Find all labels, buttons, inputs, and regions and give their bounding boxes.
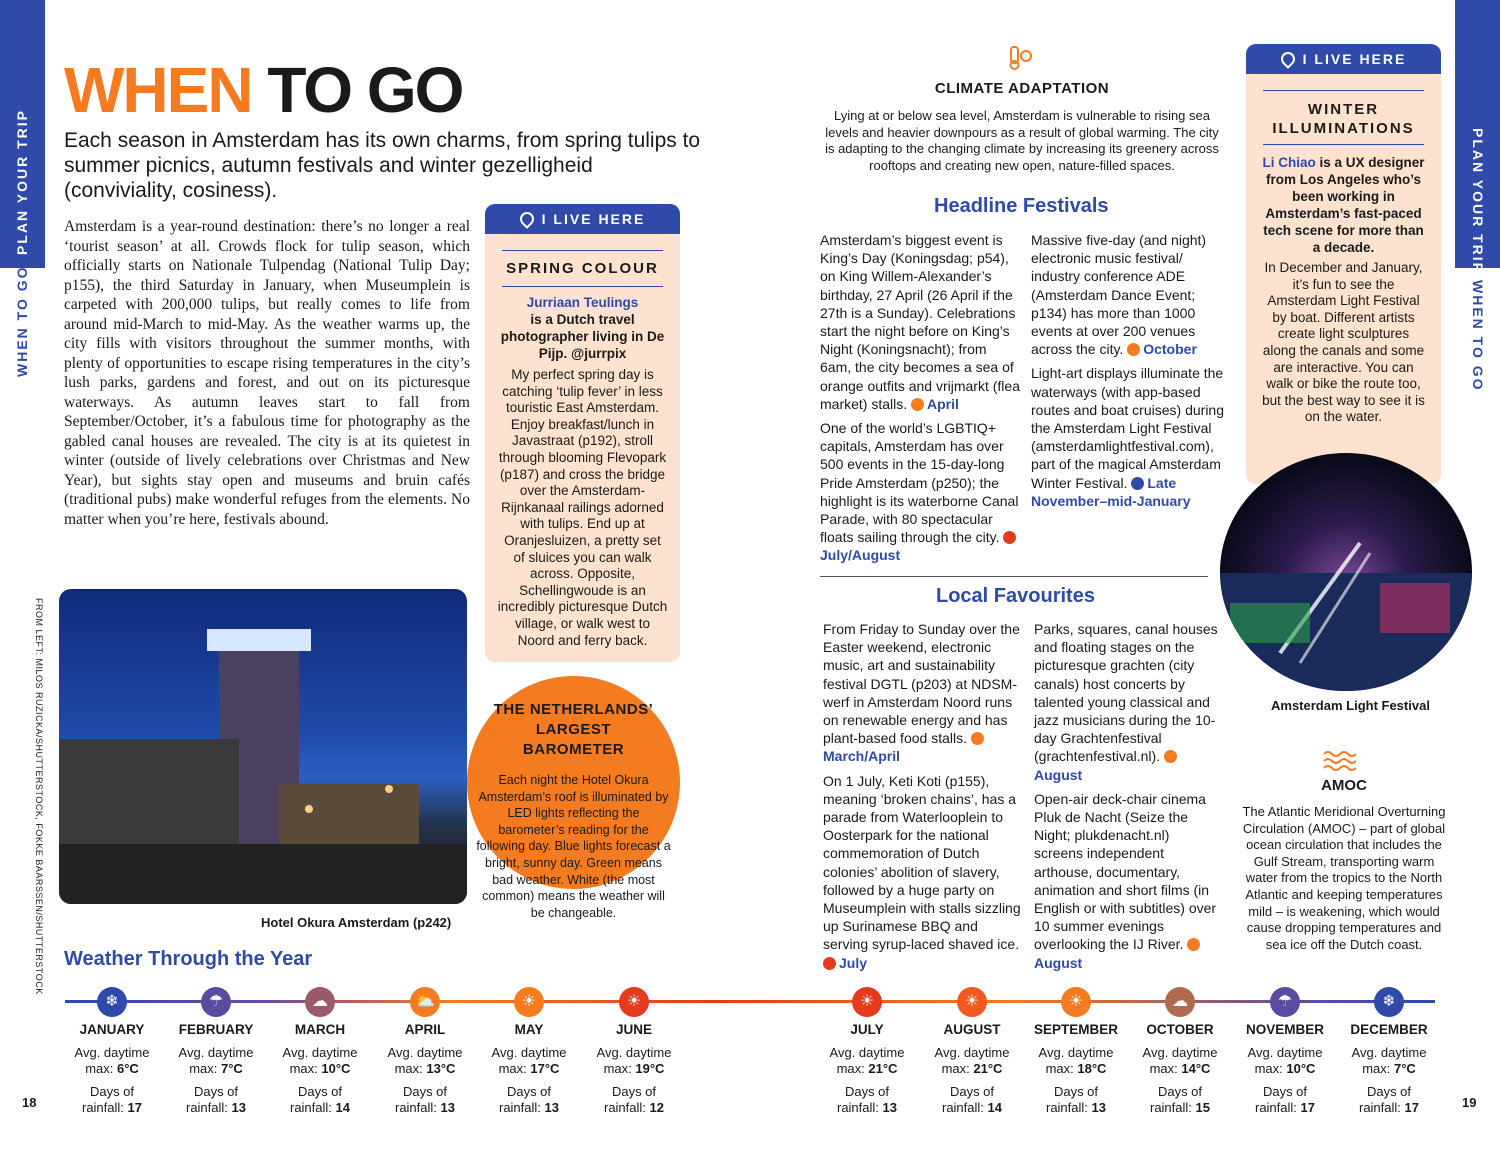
spring-card-header bbox=[485, 204, 680, 234]
month-name: MAY bbox=[514, 1022, 544, 1037]
kings-day-month: April bbox=[927, 395, 959, 412]
winter-illuminations-card bbox=[1246, 44, 1441, 484]
sun-cloud-icon: ⛅ bbox=[410, 987, 440, 1017]
month-temperature: Avg. daytime max: 18°C bbox=[1038, 1045, 1114, 1076]
month-temperature: Avg. daytime max: 6°C bbox=[74, 1045, 150, 1076]
month-name: FEBRUARY bbox=[178, 1022, 254, 1037]
month-temperature: Avg. daytime max: 14°C bbox=[1142, 1045, 1218, 1076]
dgtl-text: From Friday to Sunday over the Easter weekend, electronic music, art and sustainability festival DGTL (p203) at NDSM-werf in Amsterdam Noord runs on renewable energy and has plant-based food stalls. bbox=[823, 621, 1020, 747]
barometer-title: THE NETHERLANDS’ LARGEST BAROMETER bbox=[493, 701, 654, 758]
sun-icon: ☀ bbox=[852, 987, 882, 1017]
spring-card-title: SPRING COLOUR bbox=[506, 260, 659, 277]
month-rainfall: Days of rainfall: 14 bbox=[289, 1084, 350, 1115]
section-divider bbox=[820, 576, 1208, 577]
grachtenfestival-month: August bbox=[1034, 766, 1083, 783]
cloud-sun-icon: ☁ bbox=[305, 987, 335, 1017]
winter-card-rule bbox=[1263, 90, 1424, 91]
dgtl-item bbox=[823, 620, 1021, 766]
lead-paragraph: Each season in Amsterdam has its own charms, from spring tulips to summer picnics, autumn festivals and winter gezelligheid (conviviality, cosiness). bbox=[64, 129, 701, 202]
month-rainfall: Days of rainfall: 14 bbox=[941, 1084, 1002, 1115]
month-name: DECEMBER bbox=[1350, 1022, 1428, 1037]
page-number-right: 19 bbox=[1462, 1095, 1477, 1110]
pride-item bbox=[820, 419, 1020, 565]
local-col-right bbox=[1034, 620, 1218, 978]
waves-icon bbox=[1322, 749, 1356, 773]
sun-icon bbox=[1187, 938, 1200, 951]
month-rainfall: Days of rainfall: 17 bbox=[81, 1084, 142, 1115]
cloud-sun-icon: ☁ bbox=[1165, 987, 1195, 1017]
snowflake-icon bbox=[1131, 477, 1144, 490]
keti-koti-item bbox=[823, 772, 1021, 972]
page-title bbox=[64, 54, 463, 126]
climate-text: Lying at or below sea level, Amsterdam is vulnerable to rising sea levels and heavier downpours as a result of global warming. The city is adapting to the changing climate by increasing its greenery across rooftops and creating new open, nature-filled spaces. bbox=[825, 108, 1219, 173]
light-festival-month: Late November–mid-January bbox=[1031, 474, 1191, 509]
month-temperature: Avg. daytime max: 13°C bbox=[387, 1045, 463, 1076]
map-pin-icon bbox=[517, 209, 537, 229]
winter-card-title: WINTER ILLUMINATIONS bbox=[1272, 101, 1415, 137]
barometer-callout bbox=[467, 676, 680, 920]
weather-timeline-left bbox=[65, 1000, 715, 1003]
local-col-left bbox=[823, 620, 1021, 978]
ade-item bbox=[1031, 231, 1226, 358]
snowflake-icon: ❄ bbox=[97, 987, 127, 1017]
keti-koti-text: On 1 July, Keti Koti (p155), meaning ‘broken chains’, has a parade from Waterlooplein to Oosterpark for the national commemoration of Dutch colonies’ abolition of slavery, followed by a huge party on Museumplein with stalls sizzling up Surinamese BBQ and serving syrup-laced shaved ice. bbox=[823, 772, 1021, 953]
month-temperature: Avg. daytime max: 7°C bbox=[178, 1045, 254, 1076]
kings-day-when bbox=[911, 396, 959, 412]
right-chapter-label: WHEN TO GO bbox=[1470, 280, 1486, 392]
month-rainfall: Days of rainfall: 17 bbox=[1254, 1084, 1315, 1115]
sun-icon: ☀ bbox=[957, 987, 987, 1017]
snowflake-icon: ❄ bbox=[1374, 987, 1404, 1017]
month-rainfall: Days of rainfall: 13 bbox=[836, 1084, 897, 1115]
month-name: JUNE bbox=[615, 1022, 652, 1037]
pluk-de-nacht-text: Open-air deck-chair cinema Pluk de Nacht (Seize the Night; plukdenacht.nl) screens independent arthouse, documentary, animation and short films (in English or with subtitles) over 10 summer evenings overlooking the IJ River. bbox=[1034, 790, 1217, 953]
month-name: AUGUST bbox=[943, 1022, 1001, 1037]
right-section-label: PLAN YOUR TRIP bbox=[1470, 128, 1486, 274]
rain-cloud-icon: ☂ bbox=[1270, 987, 1300, 1017]
winter-person-bio: is a UX designer from Los Angeles who’s been working in Amsterdam’s fast-paced tech scene for more than a decade. bbox=[1263, 155, 1425, 255]
spring-card-text: My perfect spring day is catching ‘tulip fever’ in less touristic East Amsterdam. Enjoy breakfast/lunch in Javastraat (p192), stroll through blooming Flevopark (p187) and cross the bridge over the Amsterdam-Rijnkanaal railings adorned with tulips. End up at Oranjesluizen, a pretty set of sluices you can walk across. Opposite, Schellingwoude is an incredibly picturesque Dutch village, or walk west to Noord and ferry back. bbox=[497, 367, 668, 648]
dgtl-month: March/April bbox=[823, 748, 901, 765]
sun-icon: ☀ bbox=[619, 987, 649, 1017]
spring-card-header-label: I LIVE HERE bbox=[541, 211, 646, 227]
keti-koti-when bbox=[823, 955, 867, 971]
month-name: NOVEMBER bbox=[1245, 1022, 1324, 1037]
ade-text: Massive five-day (and night) electronic music festival/ industry conference ADE (Amsterdam Dance Event; p134) has more than 1000 events at over 200 venues across the city. bbox=[1031, 232, 1207, 358]
local-favourites-heading: Local Favourites bbox=[936, 585, 1095, 607]
hotel-okura-illustration bbox=[59, 589, 467, 904]
sun-icon bbox=[1003, 531, 1016, 544]
spring-colour-card bbox=[485, 204, 680, 662]
map-pin-icon bbox=[1278, 49, 1298, 69]
title-to-go: TO GO bbox=[267, 54, 463, 126]
pride-month: July/August bbox=[820, 547, 901, 564]
sun-icon bbox=[911, 398, 924, 411]
sun-cloud-icon bbox=[971, 732, 984, 745]
grachtenfestival-item bbox=[1034, 620, 1218, 784]
winter-person-name: Li Chiao bbox=[1262, 155, 1316, 170]
month-rainfall: Days of rainfall: 17 bbox=[1358, 1084, 1419, 1115]
spring-card-author bbox=[495, 294, 670, 362]
month-temperature: Avg. daytime max: 19°C bbox=[596, 1045, 672, 1076]
winter-card-author bbox=[1260, 154, 1427, 256]
left-section-label: PLAN YOUR TRIP bbox=[14, 109, 30, 255]
light-festival-item bbox=[1031, 364, 1226, 510]
ade-month: October bbox=[1143, 341, 1197, 358]
pride-text: One of the world’s LGBTIQ+ capitals, Amsterdam has over 500 events in the 15-day-long Pride Amsterdam (p250); the highlight is its waterborne Canal Parade, with 80 spectacular floats sailing through the city. bbox=[820, 420, 1019, 546]
barometer-text: Each night the Hotel Okura Amsterdam’s roof is illuminated by LED lights reflecting the barometer’s reading for the following day. Blue lights forecast a bright, sunny day. Green means bad weather. White (the most common) means the weather will be changeable. bbox=[476, 773, 671, 920]
light-festival-illustration bbox=[1220, 453, 1472, 691]
month-name: APRIL bbox=[404, 1022, 446, 1037]
spring-card-rule-2 bbox=[502, 286, 663, 287]
winter-card-header bbox=[1246, 44, 1441, 74]
title-when: WHEN bbox=[64, 54, 252, 126]
cloud-sun-icon bbox=[1127, 343, 1140, 356]
headline-col-right bbox=[1031, 231, 1226, 516]
amoc-title: AMOC bbox=[1321, 777, 1367, 794]
page-number-left: 18 bbox=[22, 1095, 37, 1110]
light-festival-text: Light-art displays illuminate the waterways (with app-based routes and boat cruises) during the Amsterdam Light Festival (amsterdamlightfestival.com), part of the magical Amsterdam Winter Festival. bbox=[1031, 365, 1224, 491]
winter-card-text: In December and January, it’s fun to see the Amsterdam Light Festival by boat. Different artists create light sculptures along the canals and some are interactive. You can walk or bike the route too, but the best way to see it is on the water. bbox=[1262, 260, 1425, 425]
sun-icon bbox=[1164, 750, 1177, 763]
month-temperature: Avg. daytime max: 10°C bbox=[282, 1045, 358, 1076]
month-temperature: Avg. daytime max: 21°C bbox=[934, 1045, 1010, 1076]
month-temperature: Avg. daytime max: 21°C bbox=[829, 1045, 905, 1076]
winter-card-header-label: I LIVE HERE bbox=[1302, 51, 1407, 67]
month-temperature: Avg. daytime max: 7°C bbox=[1351, 1045, 1427, 1076]
sun-icon: ☀ bbox=[1061, 987, 1091, 1017]
month-name: SEPTEMBER bbox=[1033, 1022, 1118, 1037]
month-temperature: Avg. daytime max: 10°C bbox=[1247, 1045, 1323, 1076]
spring-person-bio: is a Dutch travel photographer living in De Pijp. @jurrpix bbox=[500, 312, 665, 361]
intro-paragraph: Amsterdam is a year-round destination: there’s no longer a real ‘tourist season’ at all. Crowds flock for tulip season, which officially starts on Nationale Tulpendag (National Tulip Day; p155), the third Saturday in January, when Museumplein is carpeted with 200,000 tulips, but really comes to life from around mid-March to mid-May. As the weather warms up, the city fills with visitors throughout the summer months, with plenty of opportunities to escape rising temperatures in the city’s lush parks, gardens and forest, and out on its picturesque waterways. As autumn leaves start to fall from September/October, it’s a fabulous time for photography as the gabled canal houses are revealed. The city is at its quietest in winter (outside of lively celebrations over Christmas and New Year), but sights stay open and museums and bruin cafés (traditional pubs) make wonderful refuges from the elements. No matter when you’re here, festivals abound. bbox=[64, 218, 470, 528]
month-rainfall: Days of rainfall: 13 bbox=[394, 1084, 455, 1115]
month-rainfall: Days of rainfall: 12 bbox=[603, 1084, 664, 1115]
thermometer-icon bbox=[1005, 44, 1033, 72]
month-rainfall: Days of rainfall: 13 bbox=[185, 1084, 246, 1115]
kings-day-item bbox=[820, 231, 1020, 413]
photo-credit: FROM LEFT: MILOS RUZICKA/SHUTTERSTOCK, FOKKE BAARSSEN/SHUTTERSTOCK bbox=[34, 598, 44, 995]
pluk-de-nacht-item bbox=[1034, 790, 1218, 972]
sun-icon: ☀ bbox=[514, 987, 544, 1017]
winter-card-rule-2 bbox=[1263, 144, 1424, 145]
light-festival-photo bbox=[1220, 453, 1472, 691]
headline-col-left bbox=[820, 231, 1020, 571]
pluk-de-nacht-month: August bbox=[1034, 954, 1083, 971]
ade-when bbox=[1127, 341, 1197, 357]
hotel-okura-photo bbox=[59, 589, 467, 904]
month-name: OCTOBER bbox=[1146, 1022, 1214, 1037]
hotel-photo-caption: Hotel Okura Amsterdam (p242) bbox=[261, 915, 452, 930]
month-name: JANUARY bbox=[79, 1022, 145, 1037]
spring-person-name: Jurriaan Teulings bbox=[526, 295, 639, 310]
climate-title: CLIMATE ADAPTATION bbox=[934, 80, 1110, 97]
month-name: JULY bbox=[850, 1022, 884, 1037]
spring-card-rule bbox=[502, 250, 663, 251]
month-name: MARCH bbox=[294, 1022, 346, 1037]
sun-icon bbox=[823, 957, 836, 970]
month-rainfall: Days of rainfall: 13 bbox=[1045, 1084, 1106, 1115]
headline-festivals-heading: Headline Festivals bbox=[934, 195, 1109, 217]
light-festival-caption: Amsterdam Light Festival bbox=[1271, 698, 1430, 713]
weather-heading: Weather Through the Year bbox=[64, 948, 313, 970]
month-rainfall: Days of rainfall: 13 bbox=[498, 1084, 559, 1115]
grachtenfestival-text: Parks, squares, canal houses and floating stages on the picturesque grachten (city canals) host concerts by talented young classical and jazz musicians during the 10-day Grachtenfestival (grachtenfestival.nl). bbox=[1034, 621, 1218, 765]
keti-koti-month: July bbox=[839, 954, 868, 971]
kings-day-text: Amsterdam’s biggest event is King’s Day (Koningsdag; p54), on King Willem-Alexander’s birthday, 27 April (26 April if the 27th is a Sunday). Celebrations start the night before on King’s Night (Koningsnacht); from 6am, the city becomes a sea of orange outfits and vrijmarkt (flea market) stalls. bbox=[820, 232, 1020, 412]
month-temperature: Avg. daytime max: 17°C bbox=[491, 1045, 567, 1076]
rain-cloud-icon: ☂ bbox=[201, 987, 231, 1017]
left-chapter-label: WHEN TO GO bbox=[14, 265, 30, 377]
amoc-text: The Atlantic Meridional Overturning Circulation (AMOC) – part of global ocean circulation that includes the Gulf Stream, transporting warm water from the tropics to the North Atlantic and keeping temperatures mild – is weakening, which would cause dropping temperatures and sea ice off the Dutch coast. bbox=[1242, 804, 1446, 952]
month-rainfall: Days of rainfall: 15 bbox=[1149, 1084, 1210, 1115]
